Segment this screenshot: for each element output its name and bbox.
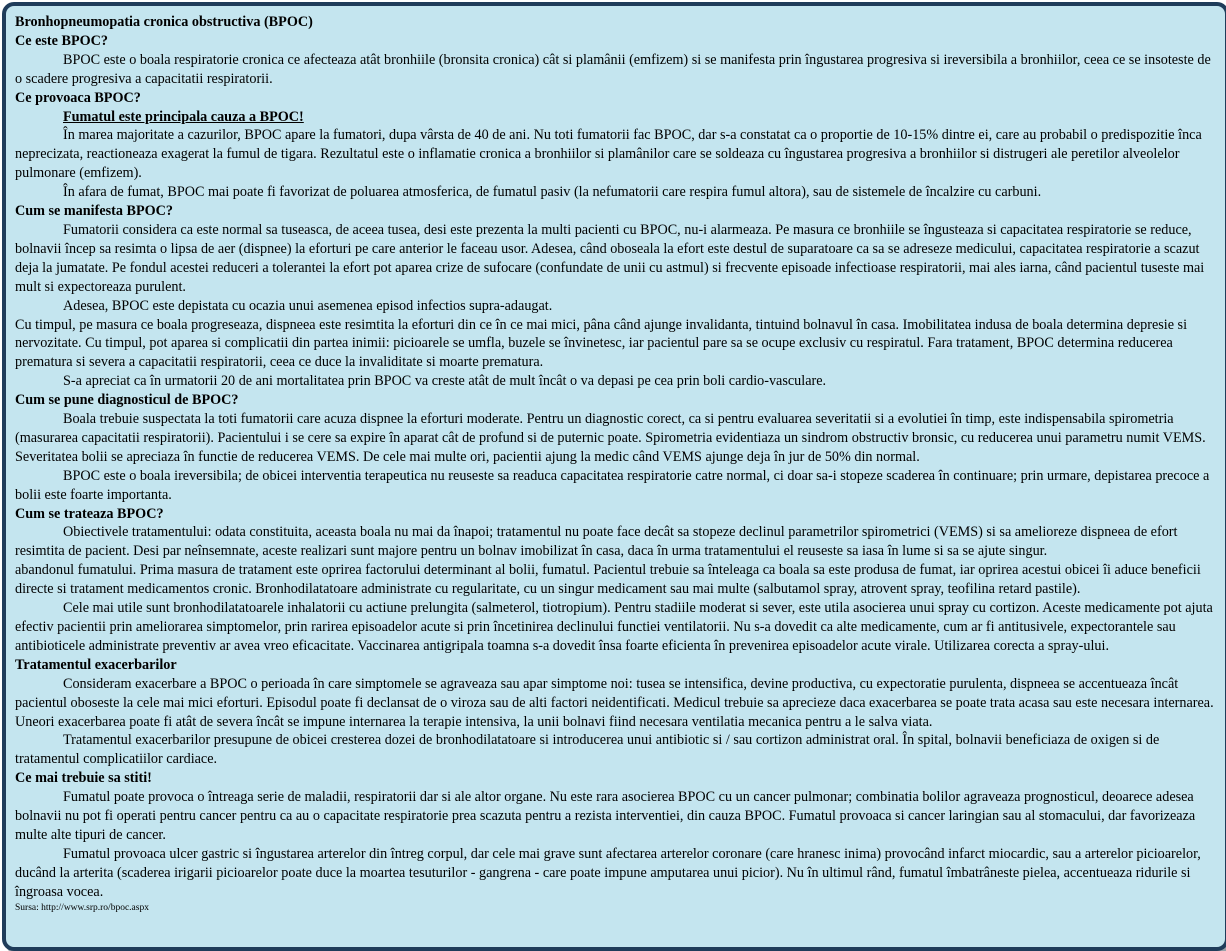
paragraph: Boala trebuie suspectata la toti fumatorii care acuza dispnee la eforturi moderate. Pentru un diagnostic corect, ca si pentru evaluarea severitatii si a evolutiei în timp, este indispensabila spirometria (masurarea capacitatii respiratorii). Pacientului i se cere sa expire în aparat cât de profund si de puternic poate. Spirometria evidentiaza un sindrom obstructiv bronsic, cu reducerea unui parametru numit VEMS. Severitatea bolii se apreciaza în functie de reducerea VEMS. De cele mai multe ori, pacientii ajung la medic când VEMS ajunge deja în jur de 50% din normal.: [15, 411, 1206, 465]
paragraph: BPOC este o boala ireversibila; de obicei interventia terapeutica nu reuseste sa readuca capacitatea respiratorie catre normal, ci doar sa-i stopeze scaderea în continuare; prin urmare, depistarea precoce a bolii este foarte importanta.: [15, 467, 1210, 503]
paragraph: În marea majoritate a cazurilor, BPOC apare la fumatori, dupa vârsta de 40 de ani. Nu toti fumatorii fac BPOC, dar s-a constatat ca o proportie de 10-15% dintre ei, care au probabil o predispozitie înca neprecizata, reactioneaza exagerat la fumul de tigara. Rezultatul este o inflamatie cronica a bronhiilor si plamânilor care se soldeaza cu îngustarea progresiva a bronhiilor si distrugeri ale peretilor alveolelor pulmonare (emfizem).: [15, 127, 1202, 182]
document-body: [15, 13, 1217, 915]
paragraph: Fumatul poate provoca o întreaga serie de maladii, respiratorii dar si ale altor organe. Nu este rara asocierea BPOC cu un cancer pulmonar; combinatia bolilor agraveaza prognosticul, deoarece adesea bolnavii nu pot fi operati pentru cancer pentru ca au o capacitate respiratorie prea scazuta pentru a rezista interventiei, din cauza BPOC. Fumatul provoaca si cancer laringian sau al stomacului, dar favorizeaza multe alte tipuri de cancer.: [15, 789, 1196, 843]
section-heading: Cum se pune diagnosticul de BPOC?: [15, 392, 239, 409]
section-heading: Ce mai trebuie sa stiti!: [15, 770, 152, 787]
source-note: Sursa: http://www.srp.ro/bpoc.aspx: [15, 902, 149, 913]
paragraph: S-a apreciat ca în urmatorii 20 de ani mortalitatea prin BPOC va creste atât de mult încât o va depasi pe cea prin boli cardio-vasculare.: [63, 373, 827, 390]
paragraph: Fumatul provoaca ulcer gastric si îngustarea arterelor din întreg corpul, dar cele mai grave sunt afectarea arterelor coronare (care hranesc inima) provocând infarct miocardic, sau a arterelor picioarelor, ducând la arterita (scaderea irigarii picioarelor poate duce la moartea tesuturilor - gangrena - care poate impune amputarea unui picior). Nu în ultimul rând, fumatul îmbatrâneste pielea, accentueaza ridurile si îngroasa vocea.: [15, 845, 1201, 900]
paragraph: Consideram exacerbare a BPOC o perioada în care simptomele se agraveaza sau apar simptome noi: tusea se intensifica, devine productiva, cu expectoratie purulenta, dispneea se accentueaza încât pacientul oboseste la cele mai mici eforturi. Episodul poate fi declansat de o viroza sau de alti factori neidentificati. Medicul trebuie sa aprecieze daca exacerbarea se poate trata acasa sau este necesara internarea. Uneori exacerbarea poate fi atât de severa încât se impune internarea la terapie intensiva, la unii bolnavi fiind necesara ventilatia mecanica pentru a le salva viata.: [15, 675, 1214, 730]
document-title: Bronhopneumopatia cronica obstructiva (BPOC): [15, 14, 313, 30]
section-heading: Tratamentul exacerbarilor: [15, 656, 177, 673]
section-heading: Cum se manifesta BPOC?: [15, 203, 174, 220]
section-heading: Ce provoaca BPOC?: [15, 89, 141, 106]
paragraph: BPOC este o boala respiratorie cronica ce afecteaza atât bronhiile (bronsita cronica) cât si plamânii (emfizem) si se manifesta prin îngustarea progresiva si ireversibila a bronhiilor, ceea ce se insoteste de o scadere progresiva a capacitatii respiratorii.: [15, 51, 1211, 87]
paragraph: Obiectivele tratamentului: odata constituita, aceasta boala nu mai da înapoi; tratamentul nu poate face decât sa stopeze declinul parametrilor spirometrici (VEMS) si sa amelioreze dispneea de efort resimtita de pacient. Desi par neînsemnate, aceste realizari sunt majore pentru un bolnav imobilizat în casa, daca în urma tratamentului el reuseste sa iasa în lume si sa se ajute singur.: [15, 524, 1178, 560]
paragraph: Cu timpul, pe masura ce boala progreseaza, dispneea este resimtita la eforturi din ce în ce mai mici, pâna când ajunge invalidanta, tintuind bolnavul în casa. Imobilitatea indusa de boala determina depresie si nervozitate. Cu timpul, pot aparea si complicatii din partea inimii: picioarele se umfla, buzele se învinetesc, iar pacientul pare sa se ocupe exclusiv cu respiratul. Fara tratament, BPOC determina reducerea prematura si severa a capacitatii respiratorii, ceea ce duce la invaliditate si moarte prematura.: [15, 316, 1188, 371]
paragraph: Tratamentul exacerbarilor presupune de obicei cresterea dozei de bronhodilatatoare si introducerea unui antibiotic si / sau cortizon administrat oral. În spital, bolnavii beneficiaza de oxigen si de tratamentul complicatiilor cardiace.: [15, 732, 1160, 768]
section-heading: Cum se trateaza BPOC?: [15, 505, 164, 522]
paragraph: În afara de fumat, BPOC mai poate fi favorizat de poluarea atmosferica, de fumatul pasiv (la nefumatorii care respira fumul altora), sau de sistemele de încalzire cu carbuni.: [63, 184, 1042, 201]
document-panel: [2, 2, 1226, 951]
section-heading: Ce este BPOC?: [15, 32, 108, 49]
paragraph: Adesea, BPOC este depistata cu ocazia unui asemenea episod infectios supra-adaugat.: [63, 297, 553, 314]
subheading: Fumatul este principala cauza a BPOC!: [63, 108, 304, 125]
paragraph: Fumatorii considera ca este normal sa tuseasca, de aceea tusea, desi este prezenta la multi pacienti cu BPOC, nu-i alarmeaza. Pe masura ce bronhiile se îngusteaza si capacitatea respiratorie se reduce, bolnavii încep sa resimta o lipsa de aer (dispnee) la eforturi pe care anterior le faceau usor. Adesea, când oboseala la efort este destul de suparatoare ca sa se adreseze medicului, capacitatea respiratorie a scazut deja la jumatate. Pe fondul acestei reduceri a tolerantei la efort pot aparea crize de sufocare (confundate de unii cu astmul) si frecvente episoade infectioase respiratorii, mai ales iarna, când pacientul tuseste mai mult si expectoreaza purulent.: [15, 221, 1205, 295]
paragraph: abandonul fumatului. Prima masura de tratament este oprirea factorului determinant al bolii, fumatul. Pacientul trebuie sa înteleaga ca boala sa este produsa de fumat, iar oprirea acestui obicei îi aduce beneficii directe si tratament medicamentos cronic. Bronhodilatatoare administrate cu regularitate, cu un singur medicament sau mai multe (salbutamol spray, atrovent spray, teofilina retard pastile).: [15, 562, 1201, 598]
paragraph: Cele mai utile sunt bronhodilatatoarele inhalatorii cu actiune prelungita (salmeterol, tiotropium). Pentru stadiile moderat si sever, este utila asocierea unui spray cu cortizon. Aceste medicamente pot ajuta efectiv pacientii prin ameliorarea simptomelor, prin rarirea episoadelor acute si prin încetinirea declinului functiei ventilatorii. Nu s-a dovedit ca alte medicamente, cum ar fi antitusivele, expectorantele sau antibioticele administrate preventiv ar avea vreo eficacitate. Vaccinarea antigripala toamna s-a dovedit însa foarte eficienta în prevenirea episoadelor acute virale. Utilizarea corecta a spray-ului.: [15, 600, 1213, 654]
